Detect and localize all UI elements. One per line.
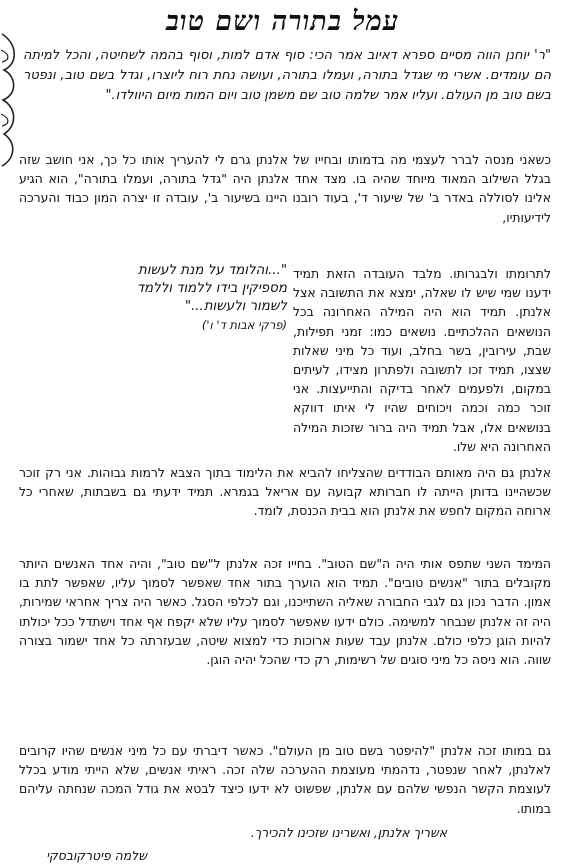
paragraph-2: אלנתן גם היה מאותם הבודדים שהצליחו להביא את הלימוד בתוך הצבא לרמות גבוהות. אני רק זוכר שכשהיינו בדותן הייתה לו חברותא קבועה עם אריאל בגמרא. תמיד ידעתי גם בשבתות, שאחרי כל ארוחה המקום לחפש את אלנתן הוא בבית הכנסת, לומד. xyxy=(19,465,551,519)
author-signature: שלמה פיטרקובסקי xyxy=(46,848,147,863)
paragraph-1: כשאני מנסה לברר לעצמי מה בדמותו ובחייו של אלנתן גרם לי להעריך אותו כל כך, אני חושב שזה בגלל השילוב המאוד מיוחד שהיה בו. מצד אחד אלנתן היה "גדל בתורה, ועמלו בתורה", הוא הגיע אלינו לסוללה באדר ב' של שיעור ד', בעוד רובנו היינו בשיעור ב', עובדה זו יצרה המון כבוד והערכה לידיעותיו, xyxy=(19,152,551,225)
inset-quote-source: (פרקי אבות ד' ו') xyxy=(201,318,287,332)
paragraph-3: המימד השני שתפס אותי היה ה"שם הטוב". בחייו זכה אלנתן ל"שם טוב", והיה אחד האנשים היותר מקובלים בתור "אנשים טובים". תמיד הוא הוערך בתור אחד שאפשר לסמוך עליו, שאפשר לתת בו אמון. הדבר נכון גם לגבי החבורה שאליה השתייכנו, וגם לכלפי הסגל. כאשר היה צריך אחראי שמירות, היה זה אלנתן שנבחר למשימה. כולם ידעו שאפשר לסמוך עליו שלא יקפח אף אחד וישתדל ככל יכולתו להיות הוגן כלפי כולם. אלנתן עבד שעות ארוכות כדי למצוא שיטה, שבעזרתה כל אחד ישמור בצורה שווה. הוא ניסה כל מיני סוגים של רשימות, רק כדי שהכל יהיה הוגן. xyxy=(19,556,551,668)
paragraph-4: גם במותו זכה אלנתן "להיפטר בשם טוב מן העולם". כאשר דיברתי עם כל מיני אנשים שהיו קרובים לאלנתן, לאחר שנפטר, נדהמתי מעוצמת ההערכה שלה זכה. ראיתי אנשים, שלא הייתי מודע בכלל לעוצמת הקשר הנפשי שלהם עם אלנתן, שפשוט לא ידעו כיצד לבטא את גודל המכה שנחתה עליהם במותו. xyxy=(19,743,551,816)
closing-line: אשריך אלנתן, ואשרינו שזכינו להכירך. xyxy=(250,825,447,840)
inset-quote-block xyxy=(97,262,287,334)
article-title: עמל בתורה ושם טוב xyxy=(165,6,400,37)
side-paragraph: לתרומתו ולבגרותו. מלבד העובדה הזאת תמיד ידענו שמי שיש לו שאלה, ימצא את התשובה אצל אלנתן. תמיד הוא היה המילה האחרונה בכל הנושאים ההלכתיים. נושאים כמו: זמני תפילות, שבת, עירובין, בשר בחלב, ועוד כל מיני שאלות שצצו, תמיד זכו לתשובה ולפתרון מצידו, לעיתים במקום, ולפעמים לאחר בדיקה והתייעצות. אני זוכר כמה וכמה ויכוחים שהיו לי איתו דווקא בנושאים אלו, אבל תמיד היה ברור שזכות המילה האחרונה היא שלו. xyxy=(293,266,551,454)
decorative-scroll-ornament xyxy=(0,30,22,170)
inset-quote: "...והלומד על מנת לעשות מספיקין בידו ללמוד וללמד לשמור ולעשות..." xyxy=(136,263,287,314)
opening-quote: "ר' יוחנן הווה מסיים ספרא דאיוב אמר הכי: סוף אדם למות, וסוף בהמה לשחיטה, והכל למיתה הם עומדים. אשרי מי שגדל בתורה, ועמלו בתורה, ועושה נחת רוח ליוצרו, וגדל בשם טוב, ונפטר בשם טוב מן העולם. ועליו אמר שלמה טוב שם משמן טוב ויום המות מיום היוולדו." xyxy=(23,48,551,103)
